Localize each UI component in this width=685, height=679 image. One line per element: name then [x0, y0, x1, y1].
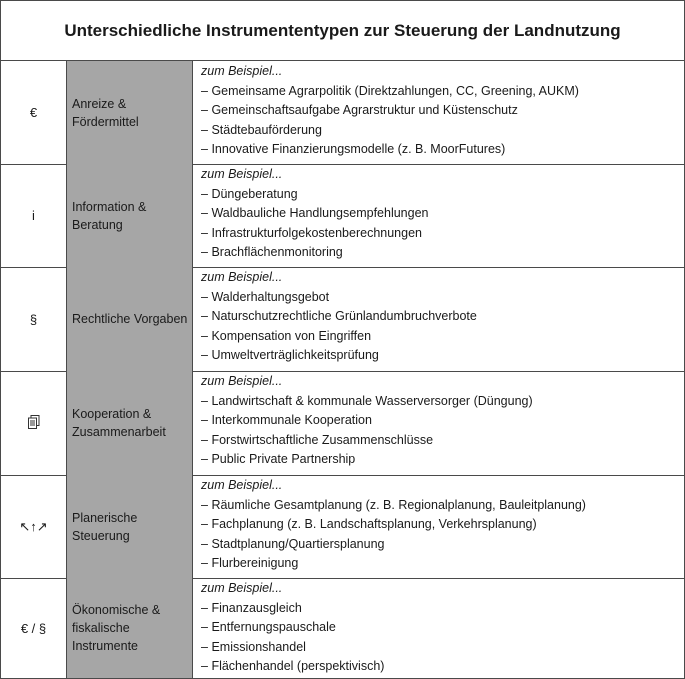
list-item: – Düngeberatung [201, 185, 684, 205]
list-item: – Innovative Finanzierungsmodelle (z. B. MoorFutures) [201, 140, 684, 160]
list-item: – Gemeinschaftsaufgabe Agrarstruktur und Küstenschutz [201, 101, 684, 121]
examples-cell [194, 578, 684, 678]
category-label: Kooperation & Zusammenarbeit [72, 407, 166, 439]
table-row [1, 164, 684, 268]
table-row [1, 61, 684, 165]
category-cell [67, 267, 193, 371]
table-row [1, 578, 684, 678]
row-icon-cell [1, 267, 67, 371]
list-item: – Interkommunale Kooperation [201, 411, 684, 431]
examples-list [201, 392, 684, 470]
list-item: – Stadtplanung/Quartiersplanung [201, 535, 684, 555]
list-item: – Emissionshandel [201, 638, 684, 658]
category-label: Ökonomische & fiskalische Instrumente [72, 603, 161, 653]
list-item: – Umweltverträglichkeitsprüfung [201, 346, 684, 366]
category-label: Anreize & Fördermittel [72, 96, 139, 129]
examples-intro: zum Beispiel... [201, 167, 283, 181]
examples-intro: zum Beispiel... [201, 64, 283, 78]
list-item: – Landwirtschaft & kommunale Wasserversorger (Düngung) [201, 392, 684, 412]
list-item: – Räumliche Gesamtplanung (z. B. Regionalplanung, Bauleitplanung) [201, 496, 684, 516]
euro-icon: € [29, 105, 38, 120]
category-cell [67, 475, 193, 578]
row-icon-cell [1, 61, 67, 164]
euro-paragraph-icon: € / § [20, 620, 47, 636]
list-item: – Finanzausgleich [201, 599, 684, 619]
examples-cell [194, 61, 684, 164]
examples-cell [194, 475, 684, 578]
examples-list [201, 288, 684, 366]
row-icon-cell [1, 475, 67, 578]
table-row [1, 475, 684, 579]
documents-icon [28, 415, 40, 432]
category-cell [67, 371, 193, 475]
list-item: – Forstwirtschaftliche Zusammenschlüsse [201, 431, 684, 451]
category-cell [67, 578, 193, 678]
row-icon-cell [1, 578, 67, 678]
list-item: – Kompensation von Eingriffen [201, 327, 684, 347]
paragraph-icon: § [29, 311, 38, 327]
examples-cell [194, 164, 684, 267]
list-item: – Städtebauförderung [201, 121, 684, 141]
category-label: Planerische Steuerung [72, 510, 138, 543]
table-title: Unterschiedliche Instrumententypen zur Steuerung der Landnutzung [1, 1, 684, 61]
examples-list [201, 82, 684, 160]
examples-intro: zum Beispiel... [201, 581, 283, 595]
category-cell [67, 164, 193, 267]
row-icon-cell [1, 371, 67, 475]
list-item: – Infrastrukturfolgekostenberechnungen [201, 224, 684, 244]
row-icon-cell [1, 164, 67, 267]
list-item: – Naturschutzrechtliche Grünlandumbruchverbote [201, 307, 684, 327]
examples-list [201, 599, 684, 677]
examples-list [201, 185, 684, 263]
information-icon: i [32, 208, 35, 223]
table-row [1, 267, 684, 372]
examples-cell [194, 371, 684, 475]
table-row [1, 371, 684, 476]
list-item: – Gemeinsame Agrarpolitik (Direktzahlungen, CC, Greening, AUKM) [201, 82, 684, 102]
list-item: – Public Private Partnership [201, 450, 684, 470]
list-item: – Entfernungspauschale [201, 618, 684, 638]
examples-list [201, 496, 684, 574]
category-cell [67, 61, 193, 164]
list-item: – Fachplanung (z. B. Landschaftsplanung, Verkehrsplanung) [201, 515, 684, 535]
list-item: – Waldbauliche Handlungsempfehlungen [201, 204, 684, 224]
category-label: Information & Beratung [72, 199, 147, 232]
examples-intro: zum Beispiel... [201, 374, 283, 388]
category-label: Rechtliche Vorgaben [72, 312, 188, 326]
examples-intro: zum Beispiel... [201, 270, 283, 284]
list-item: – Walderhaltungsgebot [201, 288, 684, 308]
list-item: – Flächenhandel (perspektivisch) [201, 657, 684, 677]
list-item: – Brachflächenmonitoring [201, 243, 684, 263]
examples-cell [194, 267, 684, 371]
examples-intro: zum Beispiel... [201, 478, 283, 492]
list-item: – Flurbereinigung [201, 554, 684, 574]
directions-icon: ↖↑↗ [19, 518, 48, 534]
